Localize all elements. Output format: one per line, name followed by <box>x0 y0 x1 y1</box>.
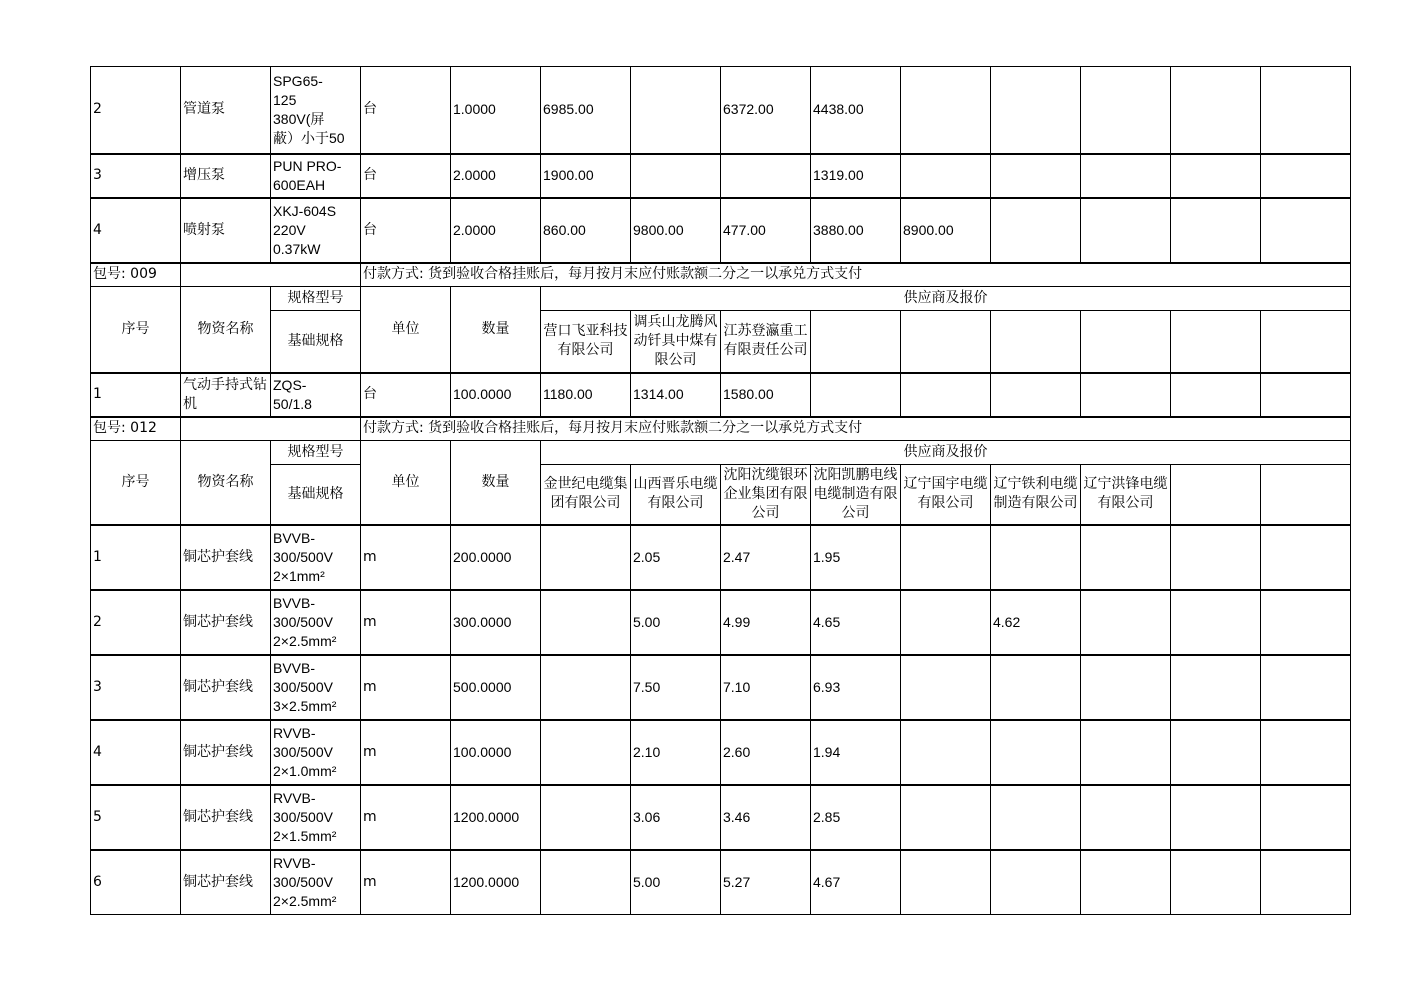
price-cell <box>991 154 1081 198</box>
supplier-name <box>1261 311 1351 373</box>
spec-line: RVVB- <box>273 724 316 741</box>
price-cell <box>1261 850 1351 915</box>
item-unit: m <box>361 785 451 850</box>
table-row <box>91 263 1351 287</box>
price-cell <box>1261 154 1351 198</box>
item-name: 增压泵 <box>181 154 271 198</box>
item-qty: 2.0000 <box>451 198 541 263</box>
item-name: 铜芯护套线 <box>181 590 271 655</box>
item-unit: m <box>361 525 451 590</box>
item-unit: m <box>361 720 451 785</box>
price-cell: 3880.00 <box>811 198 901 263</box>
price-cell: 1580.00 <box>721 373 811 417</box>
sheet-body <box>91 67 1351 915</box>
price-cell <box>901 525 991 590</box>
header-spec: 规格型号 <box>271 287 361 311</box>
price-cell <box>991 850 1081 915</box>
price-cell: 6985.00 <box>541 67 631 154</box>
header-spec: 规格型号 <box>271 441 361 465</box>
price-cell: 477.00 <box>721 198 811 263</box>
price-cell <box>1171 198 1261 263</box>
spec-line: 50/1.8 <box>273 395 312 412</box>
spec-cell <box>271 525 361 590</box>
price-cell: 4.62 <box>991 590 1081 655</box>
header-name: 物资名称 <box>181 441 271 525</box>
table-row <box>91 373 1351 417</box>
header-qty: 数量 <box>451 287 541 373</box>
price-cell <box>1171 655 1261 720</box>
price-cell: 2.85 <box>811 785 901 850</box>
item-no: 2 <box>91 67 181 154</box>
header-base-spec: 基础规格 <box>271 465 361 525</box>
spec-line: 220V <box>273 221 306 238</box>
price-cell <box>631 154 721 198</box>
supplier-name <box>811 311 901 373</box>
price-cell: 4.65 <box>811 590 901 655</box>
price-cell <box>991 655 1081 720</box>
item-unit: m <box>361 850 451 915</box>
price-cell: 4438.00 <box>811 67 901 154</box>
price-cell: 1180.00 <box>541 373 631 417</box>
price-cell: 2.10 <box>631 720 721 785</box>
price-cell <box>541 720 631 785</box>
price-cell <box>1171 67 1261 154</box>
header-unit: 单位 <box>361 441 451 525</box>
spec-line: 300/500V <box>273 808 333 825</box>
item-unit: m <box>361 655 451 720</box>
spec-line: 300/500V <box>273 548 333 565</box>
item-no: 5 <box>91 785 181 850</box>
price-cell <box>1081 720 1171 785</box>
header-name: 物资名称 <box>181 287 271 373</box>
table-row <box>91 525 1351 590</box>
price-cell <box>901 154 991 198</box>
price-cell: 5.00 <box>631 590 721 655</box>
table-row <box>91 417 1351 441</box>
price-cell: 1314.00 <box>631 373 721 417</box>
price-cell: 8900.00 <box>901 198 991 263</box>
spec-line: 2×1.5mm² <box>273 827 337 844</box>
item-name: 铜芯护套线 <box>181 525 271 590</box>
price-cell: 3.46 <box>721 785 811 850</box>
supplier-name: 山西晋乐电缆有限公司 <box>631 465 721 525</box>
spec-line: 3×2.5mm² <box>273 697 337 714</box>
spec-line: RVVB- <box>273 789 316 806</box>
item-qty: 200.0000 <box>451 525 541 590</box>
item-no: 3 <box>91 655 181 720</box>
item-unit: 台 <box>361 67 451 154</box>
price-cell: 1.95 <box>811 525 901 590</box>
spec-line: 2×2.5mm² <box>273 892 337 909</box>
table-row <box>91 198 1351 263</box>
price-cell <box>901 850 991 915</box>
supplier-name <box>1081 311 1171 373</box>
spec-line: 300/500V <box>273 743 333 760</box>
spec-line: BVVB- <box>273 594 316 611</box>
item-no: 1 <box>91 525 181 590</box>
spec-line: XKJ-604S <box>273 202 337 219</box>
price-cell <box>1261 590 1351 655</box>
price-cell <box>991 525 1081 590</box>
spec-line: SPG65- <box>273 72 323 89</box>
item-unit: 台 <box>361 373 451 417</box>
spec-cell <box>271 373 361 417</box>
price-cell <box>1081 67 1171 154</box>
price-cell <box>991 67 1081 154</box>
header-no: 序号 <box>91 287 181 373</box>
price-cell <box>1261 655 1351 720</box>
item-no: 1 <box>91 373 181 417</box>
price-cell: 1.94 <box>811 720 901 785</box>
header-suppliers: 供应商及报价 <box>541 441 1351 465</box>
spec-cell <box>271 590 361 655</box>
price-cell: 1900.00 <box>541 154 631 198</box>
item-qty: 1200.0000 <box>451 850 541 915</box>
header-no: 序号 <box>91 441 181 525</box>
spec-line: 300/500V <box>273 678 333 695</box>
price-cell: 2.60 <box>721 720 811 785</box>
price-cell <box>541 850 631 915</box>
price-cell: 3.06 <box>631 785 721 850</box>
payment-terms: 付款方式: 货到验收合格挂账后，每月按月末应付账款额二分之一以承兑方式支付 <box>361 263 1351 287</box>
spec-line: 300/500V <box>273 873 333 890</box>
price-cell: 860.00 <box>541 198 631 263</box>
item-unit: m <box>361 590 451 655</box>
price-cell <box>1261 720 1351 785</box>
supplier-name <box>1261 465 1351 525</box>
spec-cell <box>271 785 361 850</box>
price-cell <box>1081 655 1171 720</box>
price-cell <box>901 655 991 720</box>
item-name: 喷射泵 <box>181 198 271 263</box>
spec-line: 300/500V <box>273 613 333 630</box>
package-label: 包号: 009 <box>91 263 181 287</box>
price-cell <box>811 373 901 417</box>
price-cell <box>1171 785 1261 850</box>
price-cell <box>1171 720 1261 785</box>
spec-line: 0.37kW <box>273 240 321 257</box>
price-cell <box>1171 154 1261 198</box>
spec-cell <box>271 850 361 915</box>
spec-cell <box>271 198 361 263</box>
item-name: 铜芯护套线 <box>181 850 271 915</box>
item-qty: 1200.0000 <box>451 785 541 850</box>
price-cell <box>1261 67 1351 154</box>
price-cell <box>901 720 991 785</box>
price-cell: 5.27 <box>721 850 811 915</box>
table-row <box>91 655 1351 720</box>
table-row <box>91 154 1351 198</box>
price-cell <box>721 154 811 198</box>
price-cell: 7.50 <box>631 655 721 720</box>
item-unit: 台 <box>361 154 451 198</box>
spec-line: 125 <box>273 91 297 108</box>
package-label: 包号: 012 <box>91 417 181 441</box>
item-qty: 1.0000 <box>451 67 541 154</box>
spec-cell <box>271 67 361 154</box>
item-no: 4 <box>91 720 181 785</box>
table-row <box>91 311 1351 373</box>
spec-line: BVVB- <box>273 659 316 676</box>
item-name: 铜芯护套线 <box>181 785 271 850</box>
item-qty: 2.0000 <box>451 154 541 198</box>
price-cell <box>1081 785 1171 850</box>
price-cell: 6372.00 <box>721 67 811 154</box>
spec-line: BVVB- <box>273 529 316 546</box>
price-cell: 2.47 <box>721 525 811 590</box>
price-cell <box>1171 373 1261 417</box>
header-suppliers: 供应商及报价 <box>541 287 1351 311</box>
item-name: 管道泵 <box>181 67 271 154</box>
item-name: 铜芯护套线 <box>181 655 271 720</box>
price-cell <box>1081 154 1171 198</box>
supplier-name <box>1171 311 1261 373</box>
price-cell <box>1171 590 1261 655</box>
supplier-name: 江苏登瀛重工有限责任公司 <box>721 311 811 373</box>
price-cell: 6.93 <box>811 655 901 720</box>
item-no: 2 <box>91 590 181 655</box>
price-cell <box>991 198 1081 263</box>
item-name: 气动手持式钻机 <box>181 373 271 417</box>
price-cell <box>541 590 631 655</box>
supplier-name: 沈阳凯鹏电线电缆制造有限公司 <box>811 465 901 525</box>
spec-line: 2×2.5mm² <box>273 632 337 649</box>
table-row <box>91 441 1351 465</box>
price-cell: 9800.00 <box>631 198 721 263</box>
table-row <box>91 67 1351 154</box>
package-blank <box>181 417 361 441</box>
price-cell <box>991 720 1081 785</box>
price-cell <box>901 67 991 154</box>
table-row <box>91 720 1351 785</box>
spec-line: 2×1.0mm² <box>273 762 337 779</box>
item-qty: 100.0000 <box>451 373 541 417</box>
spec-line: 600EAH <box>273 176 326 193</box>
supplier-name <box>901 311 991 373</box>
quotation-sheet <box>90 66 1351 915</box>
price-cell <box>1081 525 1171 590</box>
price-cell <box>1081 198 1171 263</box>
price-cell <box>991 373 1081 417</box>
price-cell <box>1081 850 1171 915</box>
price-cell <box>1081 590 1171 655</box>
price-cell <box>901 590 991 655</box>
price-cell: 2.05 <box>631 525 721 590</box>
supplier-name: 金世纪电缆集团有限公司 <box>541 465 631 525</box>
spec-line: 380V(屏 <box>273 110 325 127</box>
item-qty: 100.0000 <box>451 720 541 785</box>
supplier-name: 沈阳沈缆银环企业集团有限公司 <box>721 465 811 525</box>
price-cell <box>991 785 1081 850</box>
item-name: 铜芯护套线 <box>181 720 271 785</box>
price-cell <box>541 655 631 720</box>
spec-line: PUN PRO- <box>273 157 342 174</box>
price-cell <box>541 525 631 590</box>
payment-terms: 付款方式: 货到验收合格挂账后，每月按月末应付账款额二分之一以承兑方式支付 <box>361 417 1351 441</box>
price-cell <box>631 67 721 154</box>
header-unit: 单位 <box>361 287 451 373</box>
price-cell <box>1171 850 1261 915</box>
package-blank <box>181 263 361 287</box>
price-cell: 5.00 <box>631 850 721 915</box>
item-no: 6 <box>91 850 181 915</box>
price-cell: 7.10 <box>721 655 811 720</box>
price-cell <box>1261 525 1351 590</box>
price-cell <box>901 373 991 417</box>
price-cell <box>541 785 631 850</box>
supplier-name: 调兵山龙腾风动钎具中煤有限公司 <box>631 311 721 373</box>
spec-line: 2×1mm² <box>273 567 325 584</box>
table-row <box>91 590 1351 655</box>
item-no: 4 <box>91 198 181 263</box>
price-cell <box>1261 373 1351 417</box>
supplier-name <box>991 311 1081 373</box>
spec-line: ZQS- <box>273 376 307 393</box>
spec-cell <box>271 720 361 785</box>
price-cell: 4.67 <box>811 850 901 915</box>
price-cell <box>901 785 991 850</box>
price-cell <box>1261 198 1351 263</box>
price-cell: 1319.00 <box>811 154 901 198</box>
supplier-name: 辽宁洪锋电缆有限公司 <box>1081 465 1171 525</box>
price-cell: 4.99 <box>721 590 811 655</box>
spec-line: RVVB- <box>273 854 316 871</box>
supplier-name: 辽宁铁利电缆制造有限公司 <box>991 465 1081 525</box>
price-cell <box>1261 785 1351 850</box>
header-base-spec: 基础规格 <box>271 311 361 373</box>
spec-cell <box>271 154 361 198</box>
table-row <box>91 785 1351 850</box>
table-row <box>91 850 1351 915</box>
item-qty: 300.0000 <box>451 590 541 655</box>
spec-cell <box>271 655 361 720</box>
price-cell <box>1171 525 1261 590</box>
header-qty: 数量 <box>451 441 541 525</box>
spec-line: 蔽）小于50 <box>273 129 345 146</box>
item-no: 3 <box>91 154 181 198</box>
item-unit: 台 <box>361 198 451 263</box>
supplier-name: 辽宁国宇电缆有限公司 <box>901 465 991 525</box>
supplier-name: 营口飞亚科技有限公司 <box>541 311 631 373</box>
supplier-name <box>1171 465 1261 525</box>
table-row <box>91 465 1351 525</box>
table-row <box>91 287 1351 311</box>
item-qty: 500.0000 <box>451 655 541 720</box>
price-cell <box>1081 373 1171 417</box>
